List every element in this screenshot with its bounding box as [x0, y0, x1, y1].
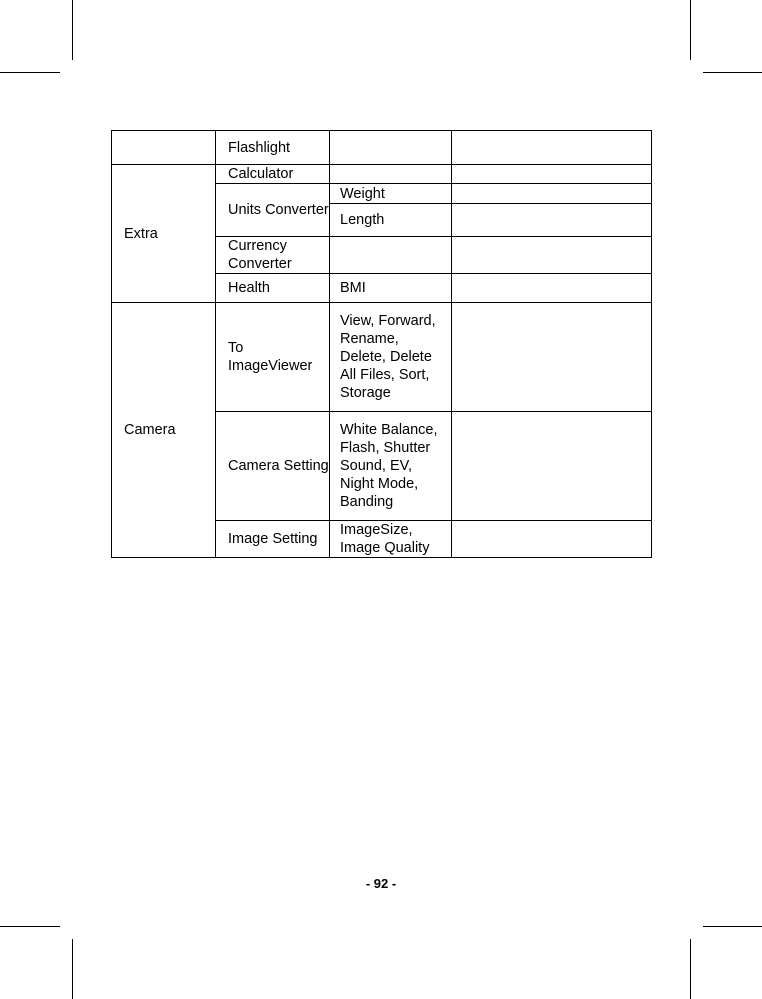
group-label-extra: Extra	[112, 165, 216, 303]
group-label-camera: Camera	[112, 303, 216, 558]
table-cell: Flashlight	[216, 131, 330, 165]
table-cell	[452, 412, 652, 521]
table-cell: Camera Setting	[216, 412, 330, 521]
crop-mark	[690, 939, 691, 999]
crop-mark	[690, 0, 691, 60]
table-cell: White Balance, Flash, Shutter Sound, EV, Night Mode, Banding	[330, 412, 452, 521]
table-cell: Units Converter	[216, 184, 330, 237]
table-cell	[452, 521, 652, 558]
table-cell: To ImageViewer	[216, 303, 330, 412]
table-cell	[452, 184, 652, 204]
table-cell	[452, 204, 652, 237]
table-cell: Weight	[330, 184, 452, 204]
table-cell: Length	[330, 204, 452, 237]
table-row	[112, 165, 652, 184]
table-cell	[452, 131, 652, 165]
crop-mark	[703, 926, 762, 927]
table-cell	[452, 303, 652, 412]
table-row	[112, 303, 652, 412]
menu-table	[111, 130, 652, 558]
table-cell: View, Forward, Rename, Delete, Delete All Files, Sort, Storage	[330, 303, 452, 412]
table-row	[112, 131, 652, 165]
crop-mark	[703, 72, 762, 73]
crop-mark	[0, 926, 60, 927]
crop-mark	[72, 939, 73, 999]
table-cell: Health	[216, 274, 330, 303]
table-cell: Image Setting	[216, 521, 330, 558]
crop-mark	[72, 0, 73, 60]
table-cell	[112, 131, 216, 165]
table-cell	[452, 237, 652, 274]
page-number: - 92 -	[365, 876, 397, 891]
table-cell: BMI	[330, 274, 452, 303]
table-cell: ImageSize, Image Quality	[330, 521, 452, 558]
table-cell: Currency Converter	[216, 237, 330, 274]
table-cell	[452, 165, 652, 184]
table-cell: Calculator	[216, 165, 330, 184]
table-cell	[330, 237, 452, 274]
table-cell	[452, 274, 652, 303]
crop-mark	[0, 72, 60, 73]
table-cell	[330, 131, 452, 165]
table-cell	[330, 165, 452, 184]
